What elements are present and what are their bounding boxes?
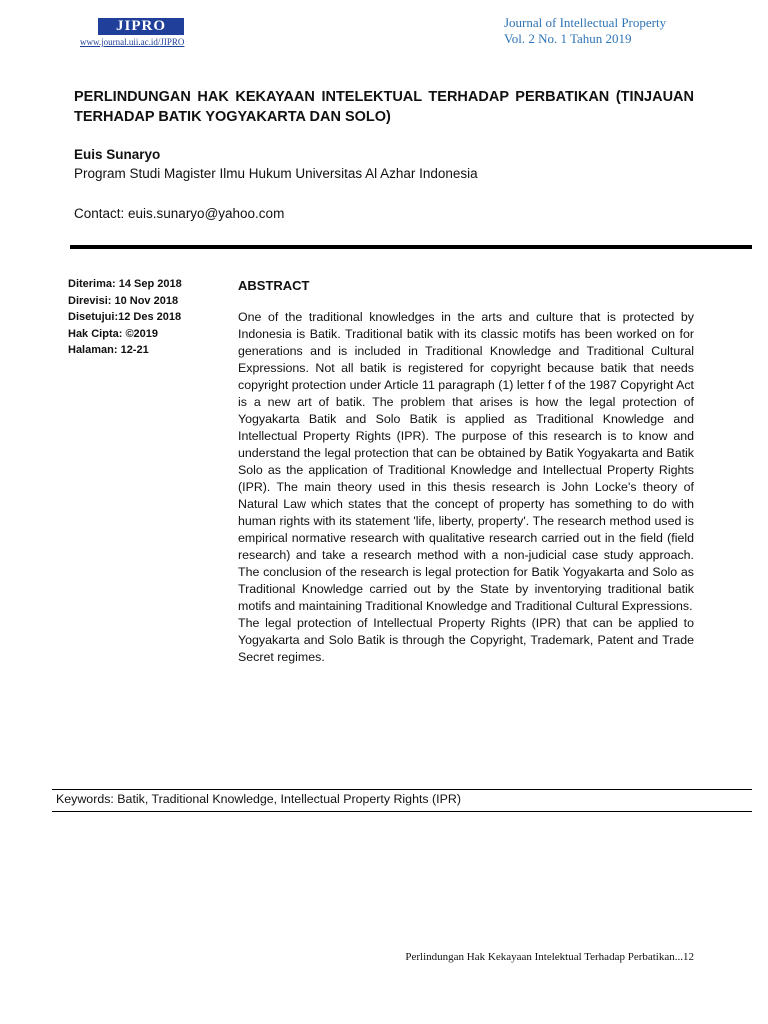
article-metadata — [68, 276, 182, 359]
received-date: Diterima: 14 Sep 2018 — [68, 278, 182, 290]
keywords: Keywords: Batik, Traditional Knowledge, Intellectual Property Rights (IPR) — [56, 792, 461, 806]
abstract-body — [238, 309, 694, 666]
revised-date: Direvisi: 10 Nov 2018 — [68, 294, 179, 307]
keywords-top-rule — [52, 789, 752, 790]
abstract-paragraph: One of the traditional knowledges in the arts and culture that is protected by Indonesia is Batik. Traditional batik with its classic motifs has been worked on for generations and is included in Traditional Knowledge and Traditional Cultural Expressions. Not all batik is registered for copyright because batik that needs copyright protection under Article 11 paragraph (1) letter f of the 1987 Copyright Act is a new art of batik. The problem that arises is how the legal protection of Yogyakarta Batik and Solo Batik is applied as Traditional Knowledge and Intellectual Property Rights (IPR). The purpose of this research is to know and understand the legal protection that can be obtained by Batik Yogyakarta and Batik Solo as the application of Traditional Knowledge and Intellectual Property Rights (IPR). The main theory used in this thesis research is John Locke's theory of Natural Law which states that the concept of property has something to do with human rights with its statement 'life, liberty, property'. The research method used is empirical normative research with qualitative research carried out in the field (field research) and take a research method with a non-judicial case study approach. The conclusion of the research is legal protection for Batik Yogyakarta and Solo as Traditional Knowledge carried out by the State by inventorying traditional batik motifs and maintaining Traditional Knowledge and Traditional Cultural Expressions. — [238, 310, 694, 613]
journal-header — [504, 15, 666, 47]
approved-date: Disetujui:12 Des 2018 — [68, 311, 182, 323]
running-footer: Perlindungan Hak Kekayaan Intelektual Terhadap Perbatikan...12 — [405, 951, 694, 963]
journal-url-link[interactable]: www.journal.uii.ac.id/JIPRO — [80, 37, 185, 47]
abstract-heading: ABSTRACT — [238, 278, 310, 293]
copyright-info: Hak Cipta: ©2019 — [68, 327, 159, 340]
author-contact: Contact: euis.sunaryo@yahoo.com — [74, 206, 285, 221]
article-title: PERLINDUNGAN HAK KEKAYAAN INTELEKTUAL TERHADAP PERBATIKAN (TINJAUAN TERHADAP BATIK YOGYAKARTA DAN SOLO) — [74, 89, 694, 125]
journal-logo: JIPRO — [98, 18, 184, 35]
author-affiliation: Program Studi Magister Ilmu Hukum Universitas Al Azhar Indonesia — [74, 166, 478, 181]
keywords-bottom-rule — [52, 811, 752, 812]
journal-name: Journal of Intellectual Property — [504, 15, 667, 30]
page-range: Halaman: 12-21 — [68, 344, 149, 356]
abstract-paragraph: The legal protection of Intellectual Property Rights (IPR) that can be applied to Yogyakarta and Solo Batik is through the Copyright, Trademark, Patent and Trade Secret regimes. — [238, 616, 694, 664]
header-divider — [70, 245, 752, 249]
journal-volume: Vol. 2 No. 1 Tahun 2019 — [504, 31, 632, 46]
author-name: Euis Sunaryo — [74, 147, 161, 162]
